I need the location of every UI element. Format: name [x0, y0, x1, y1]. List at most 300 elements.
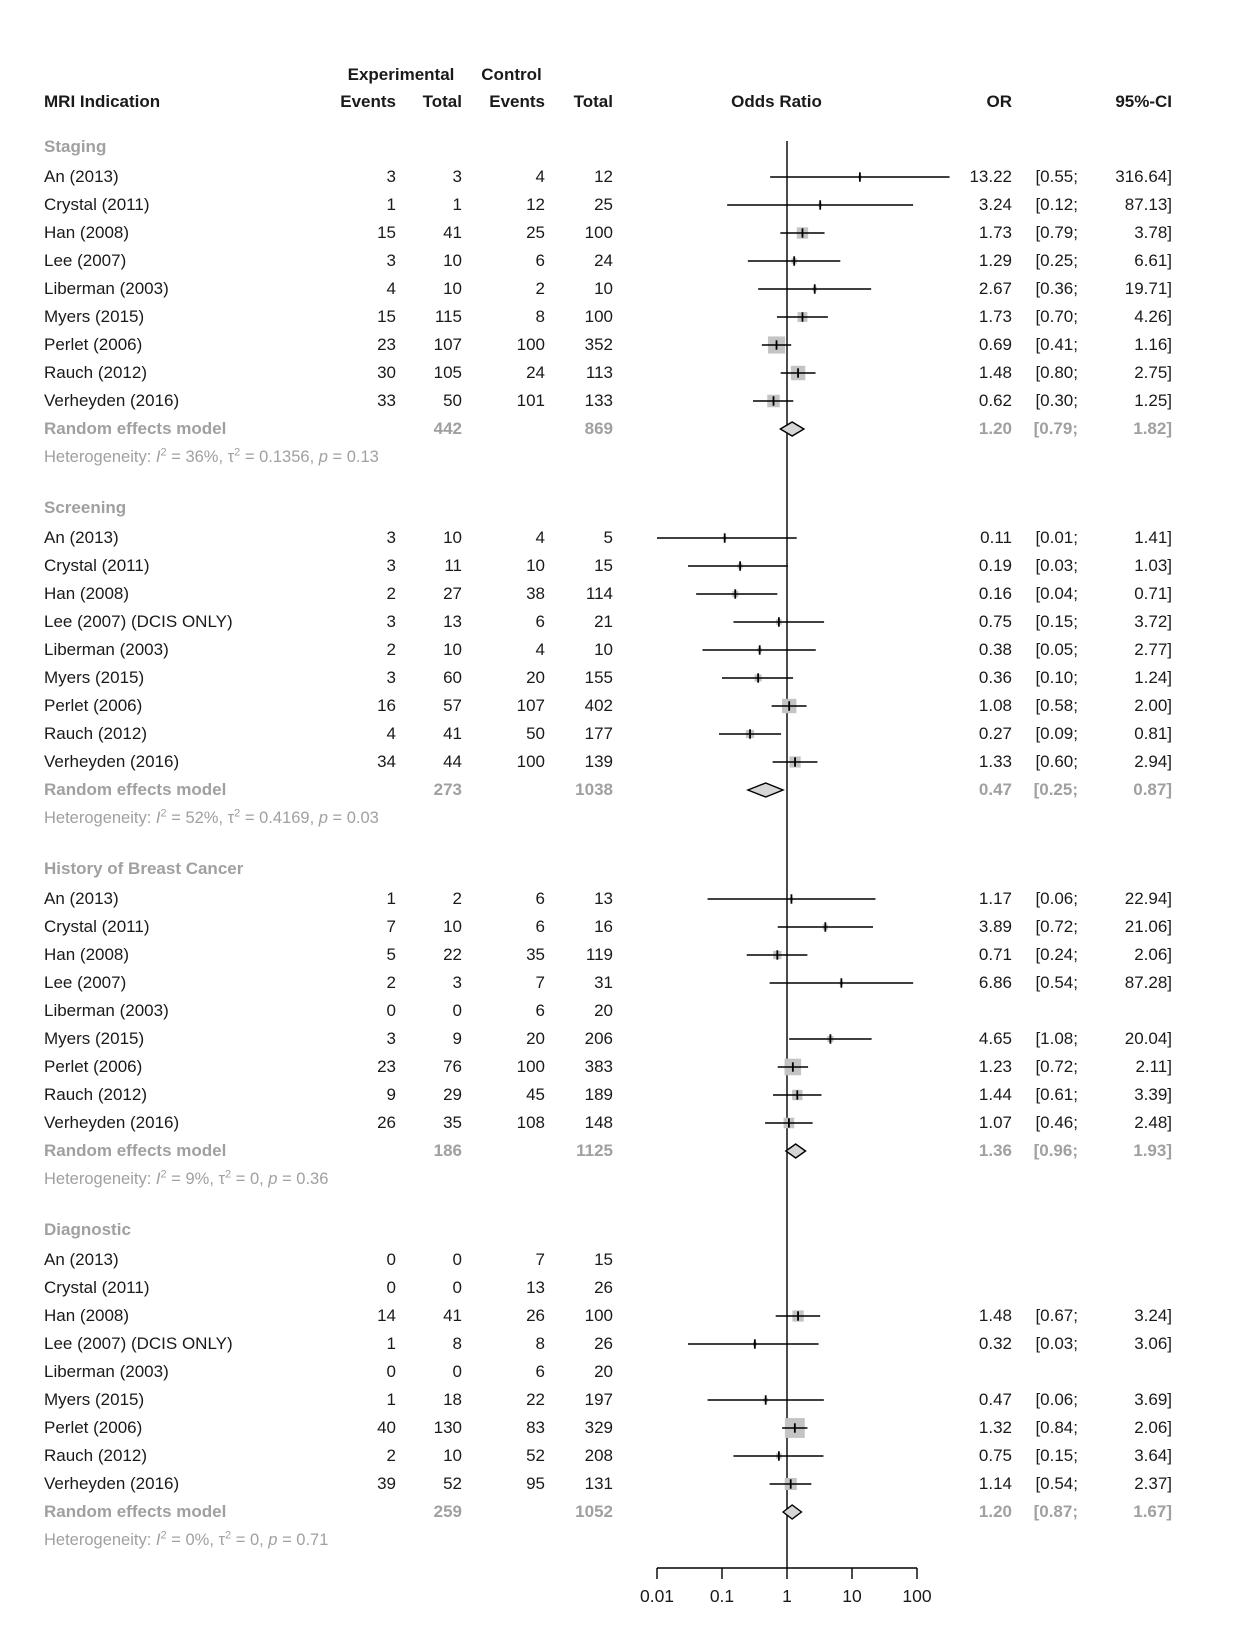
control-events: 7	[535, 973, 545, 992]
or-value: 0.47	[978, 1390, 1012, 1409]
control-total: 24	[594, 251, 613, 270]
ci-upper: 87.13]	[1124, 195, 1172, 214]
ci-value	[1012, 1446, 1172, 1466]
control-events: 4	[535, 167, 545, 186]
ci-value	[1012, 668, 1172, 688]
study-row	[0, 941, 1253, 969]
summary-control-total: 1038	[575, 780, 613, 799]
control-total: 26	[594, 1278, 613, 1297]
study-row	[0, 1442, 1253, 1470]
ci-upper: 1.25]	[1134, 391, 1172, 410]
control-total: 383	[584, 1057, 613, 1076]
study-row	[0, 524, 1253, 552]
experimental-events: 3	[386, 528, 396, 547]
control-total: 100	[584, 307, 613, 326]
control-events: 6	[535, 1001, 545, 1020]
or-value: 1.17	[978, 889, 1012, 908]
forest-table	[0, 131, 1253, 1575]
ci-value	[1012, 973, 1172, 993]
experimental-events: 39	[377, 1474, 396, 1493]
study-row	[0, 1470, 1253, 1498]
experimental-events: 2	[386, 584, 396, 603]
control-events: 52	[526, 1446, 545, 1465]
header-or: OR	[986, 92, 1012, 111]
control-total: 155	[584, 668, 613, 687]
study-label: Crystal (2011)	[44, 1278, 150, 1297]
study-label: Han (2008)	[44, 945, 130, 964]
experimental-total: 2	[452, 889, 462, 908]
ci-upper: 21.06]	[1124, 917, 1172, 936]
experimental-total: 3	[452, 167, 462, 186]
header-events-experimental: Events	[340, 92, 396, 111]
experimental-total: 29	[443, 1085, 462, 1104]
study-row	[0, 247, 1253, 275]
control-events: 95	[526, 1474, 545, 1493]
ci-lower: [0.72;	[1035, 917, 1078, 936]
study-label: An (2013)	[44, 528, 119, 547]
ci-value	[1012, 1418, 1172, 1438]
or-value: 1.73	[978, 223, 1012, 242]
ci-value	[1012, 889, 1172, 909]
or-value: 3.89	[978, 917, 1012, 936]
ci-lower: [0.25;	[1035, 251, 1078, 270]
ci-lower: [0.04;	[1035, 584, 1078, 603]
control-total: 131	[584, 1474, 613, 1493]
study-label: Lee (2007)	[44, 973, 127, 992]
control-total: 100	[584, 223, 613, 242]
study-row	[0, 997, 1253, 1025]
section-row	[0, 131, 1253, 163]
study-row	[0, 191, 1253, 219]
ci-lower: [0.24;	[1035, 945, 1078, 964]
ci-upper: 3.72]	[1134, 612, 1172, 631]
study-label: An (2013)	[44, 889, 119, 908]
study-row	[0, 359, 1253, 387]
section-header-0: Staging	[44, 137, 107, 156]
control-events: 2	[535, 279, 545, 298]
section-header-2: History of Breast Cancer	[44, 859, 244, 878]
ci-value	[1012, 584, 1172, 604]
header-95ci: 95%-CI	[1115, 92, 1172, 111]
ci-value	[1012, 1334, 1172, 1354]
ci-upper: 3.69]	[1134, 1390, 1172, 1409]
or-value: 0.71	[978, 945, 1012, 964]
experimental-total: 11	[444, 556, 462, 575]
ci-upper: 2.75]	[1134, 363, 1172, 382]
summary-or-value: 1.36	[978, 1141, 1012, 1160]
study-row	[0, 748, 1253, 776]
experimental-total: 10	[443, 917, 462, 936]
experimental-total: 0	[452, 1362, 462, 1381]
summary-label: Random effects model	[44, 1141, 227, 1160]
heterogeneity-text: Heterogeneity: $I^2 = 0\%$, $\tau^2 = 0$, p = 0.71	[44, 1529, 329, 1549]
experimental-total: 105	[433, 363, 462, 382]
ci-lower: [0.61;	[1035, 1085, 1078, 1104]
control-events: 26	[526, 1306, 545, 1325]
control-events: 100	[516, 752, 545, 771]
control-total: 133	[584, 391, 613, 410]
summary-experimental-total: 259	[433, 1502, 462, 1521]
summary-row	[0, 776, 1253, 804]
header-odds-ratio: Odds Ratio	[731, 92, 822, 111]
ci-lower: [0.10;	[1035, 668, 1078, 687]
study-row	[0, 1274, 1253, 1302]
or-value: 0.75	[978, 1446, 1012, 1465]
experimental-total: 18	[443, 1390, 462, 1409]
ci-upper: 3.64]	[1134, 1446, 1172, 1465]
or-value: 0.62	[978, 391, 1012, 410]
control-total: 10	[594, 640, 613, 659]
control-events: 35	[526, 945, 545, 964]
study-row	[0, 331, 1253, 359]
experimental-events: 3	[386, 668, 396, 687]
experimental-events: 15	[377, 307, 396, 326]
control-events: 25	[526, 223, 545, 242]
ci-value	[1012, 363, 1172, 383]
study-label: Lee (2007) (DCIS ONLY)	[44, 612, 233, 631]
summary-ci-lower: [0.25;	[1033, 780, 1078, 799]
study-label: Perlet (2006)	[44, 335, 143, 354]
control-events: 107	[516, 696, 545, 715]
control-events: 108	[516, 1113, 545, 1132]
or-value: 2.67	[978, 279, 1012, 298]
or-value: 1.07	[978, 1113, 1012, 1132]
control-total: 208	[584, 1446, 613, 1465]
ci-upper: 1.41]	[1134, 528, 1172, 547]
header-total-experimental: Total	[422, 92, 462, 111]
study-row	[0, 1302, 1253, 1330]
or-value: 1.08	[978, 696, 1012, 715]
summary-row	[0, 415, 1253, 443]
summary-control-total: 1125	[576, 1141, 613, 1160]
experimental-total: 41	[443, 223, 462, 242]
header-mri-indication: MRI Indication	[44, 92, 161, 111]
study-label: Crystal (2011)	[44, 195, 150, 214]
ci-lower: [0.09;	[1035, 724, 1078, 743]
control-total: 13	[594, 889, 613, 908]
study-label: Rauch (2012)	[44, 1085, 148, 1104]
ci-upper: 3.78]	[1134, 223, 1172, 242]
experimental-total: 3	[452, 973, 462, 992]
ci-value	[1012, 1029, 1172, 1049]
experimental-total: 115	[434, 307, 462, 326]
ci-upper: 3.24]	[1134, 1306, 1172, 1325]
control-total: 113	[585, 363, 613, 382]
study-row	[0, 580, 1253, 608]
study-label: Verheyden (2016)	[44, 1474, 180, 1493]
or-value: 0.36	[978, 668, 1012, 687]
ci-lower: [0.15;	[1035, 612, 1078, 631]
or-value: 6.86	[978, 973, 1012, 992]
study-row	[0, 1081, 1253, 1109]
ci-lower: [0.41;	[1035, 335, 1078, 354]
ci-upper: 0.71]	[1134, 584, 1172, 603]
study-label: Verheyden (2016)	[44, 1113, 180, 1132]
study-label: Myers (2015)	[44, 1390, 145, 1409]
study-label: Myers (2015)	[44, 307, 145, 326]
section-header-3: Diagnostic	[44, 1220, 131, 1239]
summary-label: Random effects model	[44, 1502, 227, 1521]
experimental-events: 9	[386, 1085, 396, 1104]
ci-upper: 2.37]	[1134, 1474, 1172, 1493]
study-row	[0, 219, 1253, 247]
study-label: Liberman (2003)	[44, 1001, 169, 1020]
ci-lower: [0.15;	[1035, 1446, 1078, 1465]
ci-upper: 0.81]	[1134, 724, 1172, 743]
experimental-events: 3	[386, 251, 396, 270]
control-total: 148	[584, 1113, 613, 1132]
ci-upper: 2.06]	[1134, 1418, 1172, 1437]
ci-upper: 19.71]	[1124, 279, 1172, 298]
ci-value	[1012, 1474, 1172, 1494]
summary-experimental-total: 442	[433, 419, 462, 438]
header-total-control: Total	[573, 92, 613, 111]
or-value: 0.27	[978, 724, 1012, 743]
experimental-events: 16	[377, 696, 396, 715]
study-label: Liberman (2003)	[44, 640, 169, 659]
ci-upper: 2.00]	[1134, 696, 1172, 715]
study-label: Liberman (2003)	[44, 1362, 169, 1381]
ci-upper: 316.64]	[1115, 167, 1172, 186]
control-events: 4	[535, 640, 545, 659]
experimental-events: 1	[386, 889, 396, 908]
experimental-events: 2	[386, 973, 396, 992]
study-row	[0, 1109, 1253, 1137]
experimental-events: 30	[377, 363, 396, 382]
ci-lower: [0.12;	[1035, 195, 1078, 214]
experimental-total: 10	[443, 1446, 462, 1465]
control-total: 10	[594, 279, 613, 298]
control-total: 15	[594, 1250, 613, 1269]
or-value: 0.19	[978, 556, 1012, 575]
or-value: 3.24	[978, 195, 1012, 214]
ci-value	[1012, 167, 1172, 187]
ci-lower: [0.72;	[1035, 1057, 1078, 1076]
or-value: 1.48	[978, 363, 1012, 382]
experimental-events: 2	[386, 1446, 396, 1465]
experimental-total: 52	[443, 1474, 462, 1493]
study-label: Han (2008)	[44, 223, 130, 242]
summary-or-value: 1.20	[978, 1502, 1012, 1521]
study-row	[0, 636, 1253, 664]
control-events: 8	[535, 307, 545, 326]
study-label: An (2013)	[44, 167, 119, 186]
study-label: Myers (2015)	[44, 1029, 145, 1048]
study-label: Han (2008)	[44, 1306, 130, 1325]
summary-label: Random effects model	[44, 780, 227, 799]
study-label: Verheyden (2016)	[44, 752, 180, 771]
control-events: 50	[526, 724, 545, 743]
ci-lower: [0.55;	[1035, 167, 1078, 186]
control-events: 10	[526, 556, 545, 575]
summary-ci-upper: 1.82]	[1133, 419, 1172, 438]
ci-value	[1012, 251, 1172, 271]
ci-value	[1012, 279, 1172, 299]
ci-lower: [0.03;	[1035, 556, 1078, 575]
ci-lower: [0.84;	[1035, 1418, 1078, 1437]
summary-or-value: 1.20	[978, 419, 1012, 438]
study-row	[0, 608, 1253, 636]
summary-ci-upper: 1.93]	[1133, 1141, 1172, 1160]
heterogeneity-row	[0, 804, 1253, 832]
ci-upper: 2.11]	[1135, 1057, 1172, 1076]
control-events: 38	[526, 584, 545, 603]
summary-ci-lower: [0.96;	[1033, 1141, 1078, 1160]
experimental-events: 23	[377, 1057, 396, 1076]
study-row	[0, 303, 1253, 331]
ci-lower: [0.03;	[1035, 1334, 1078, 1353]
experimental-events: 7	[386, 917, 396, 936]
control-events: 100	[516, 1057, 545, 1076]
study-row	[0, 1053, 1253, 1081]
ci-lower: [0.70;	[1035, 307, 1078, 326]
ci-lower: [0.30;	[1035, 391, 1078, 410]
study-label: Perlet (2006)	[44, 696, 143, 715]
control-total: 12	[594, 167, 613, 186]
header-control: Control	[481, 65, 542, 84]
experimental-events: 4	[386, 724, 396, 743]
heterogeneity-row	[0, 443, 1253, 471]
or-value: 1.23	[978, 1057, 1012, 1076]
control-events: 22	[526, 1390, 545, 1409]
ci-lower: [0.79;	[1035, 223, 1078, 242]
ci-value	[1012, 1057, 1172, 1077]
control-total: 197	[584, 1390, 613, 1409]
control-events: 7	[535, 1250, 545, 1269]
experimental-total: 1	[452, 195, 462, 214]
summary-experimental-total: 273	[433, 780, 462, 799]
experimental-events: 15	[377, 223, 396, 242]
ci-value	[1012, 1306, 1172, 1326]
control-events: 20	[526, 1029, 545, 1048]
x-axis-tick-label: 0.1	[709, 1586, 735, 1606]
control-total: 20	[594, 1362, 613, 1381]
control-events: 4	[535, 528, 545, 547]
ci-lower: [0.80;	[1035, 363, 1078, 382]
control-events: 13	[526, 1278, 545, 1297]
experimental-events: 34	[377, 752, 396, 771]
study-label: Liberman (2003)	[44, 279, 169, 298]
study-row	[0, 163, 1253, 191]
header-row-groups	[0, 58, 1253, 85]
control-events: 6	[535, 1362, 545, 1381]
ci-upper: 3.39]	[1134, 1085, 1172, 1104]
experimental-total: 76	[443, 1057, 462, 1076]
ci-lower: [0.54;	[1035, 973, 1078, 992]
heterogeneity-row	[0, 1526, 1253, 1554]
ci-value	[1012, 1085, 1172, 1105]
experimental-events: 1	[386, 1390, 396, 1409]
ci-upper: 2.77]	[1134, 640, 1172, 659]
study-label: An (2013)	[44, 1250, 119, 1269]
or-value: 1.32	[978, 1418, 1012, 1437]
experimental-events: 2	[386, 640, 396, 659]
control-total: 25	[594, 195, 613, 214]
ci-upper: 87.28]	[1124, 973, 1172, 992]
experimental-events: 33	[377, 391, 396, 410]
study-row	[0, 1330, 1253, 1358]
ci-value	[1012, 640, 1172, 660]
heterogeneity-row	[0, 1165, 1253, 1193]
control-events: 45	[526, 1085, 545, 1104]
experimental-events: 3	[386, 1029, 396, 1048]
ci-lower: [0.05;	[1035, 640, 1078, 659]
experimental-total: 60	[443, 668, 462, 687]
or-value: 0.11	[980, 528, 1012, 547]
control-total: 114	[585, 584, 613, 603]
ci-value	[1012, 335, 1172, 355]
summary-control-total: 1052	[575, 1502, 613, 1521]
summary-row	[0, 1137, 1253, 1165]
summary-or-value: 0.47	[978, 780, 1012, 799]
experimental-total: 0	[452, 1278, 462, 1297]
experimental-total: 9	[452, 1029, 462, 1048]
ci-upper: 2.94]	[1134, 752, 1172, 771]
study-row	[0, 692, 1253, 720]
summary-ci-upper: 1.67]	[1133, 1502, 1172, 1521]
control-events: 6	[535, 889, 545, 908]
header-row-columns	[0, 85, 1253, 112]
ci-lower: [0.58;	[1035, 696, 1078, 715]
experimental-events: 1	[386, 1334, 396, 1353]
ci-lower: [0.01;	[1035, 528, 1078, 547]
control-events: 100	[516, 335, 545, 354]
study-label: Lee (2007) (DCIS ONLY)	[44, 1334, 233, 1353]
ci-value	[1012, 612, 1172, 632]
ci-value	[1012, 752, 1172, 772]
summary-ci-lower: [0.87;	[1033, 1502, 1078, 1521]
ci-upper: 22.94]	[1124, 889, 1172, 908]
control-total: 119	[585, 945, 613, 964]
or-value: 1.29	[978, 251, 1012, 270]
study-label: Lee (2007)	[44, 251, 127, 270]
study-row	[0, 1386, 1253, 1414]
ci-lower: [0.54;	[1035, 1474, 1078, 1493]
ci-value	[1012, 917, 1172, 937]
experimental-total: 22	[443, 945, 462, 964]
study-label: Rauch (2012)	[44, 1446, 148, 1465]
control-total: 139	[584, 752, 613, 771]
control-total: 21	[594, 612, 613, 631]
ci-lower: [0.67;	[1035, 1306, 1078, 1325]
experimental-events: 26	[377, 1113, 396, 1132]
experimental-total: 0	[452, 1001, 462, 1020]
study-row	[0, 1025, 1253, 1053]
control-total: 402	[584, 696, 613, 715]
study-row	[0, 885, 1253, 913]
experimental-total: 10	[443, 251, 462, 270]
study-label: Rauch (2012)	[44, 363, 148, 382]
control-events: 6	[535, 917, 545, 936]
control-events: 83	[526, 1418, 545, 1437]
control-events: 24	[526, 363, 545, 382]
study-row	[0, 1358, 1253, 1386]
or-value: 0.38	[978, 640, 1012, 659]
experimental-events: 3	[386, 556, 396, 575]
experimental-events: 1	[386, 195, 396, 214]
ci-value	[1012, 724, 1172, 744]
or-value: 0.75	[978, 612, 1012, 631]
summary-experimental-total: 186	[433, 1141, 462, 1160]
section-row	[0, 853, 1253, 885]
study-row	[0, 387, 1253, 415]
section-row	[0, 492, 1253, 524]
study-row	[0, 969, 1253, 997]
summary-ci-value	[1012, 780, 1172, 800]
experimental-events: 0	[386, 1001, 396, 1020]
control-total: 15	[594, 556, 613, 575]
or-value: 1.73	[978, 307, 1012, 326]
